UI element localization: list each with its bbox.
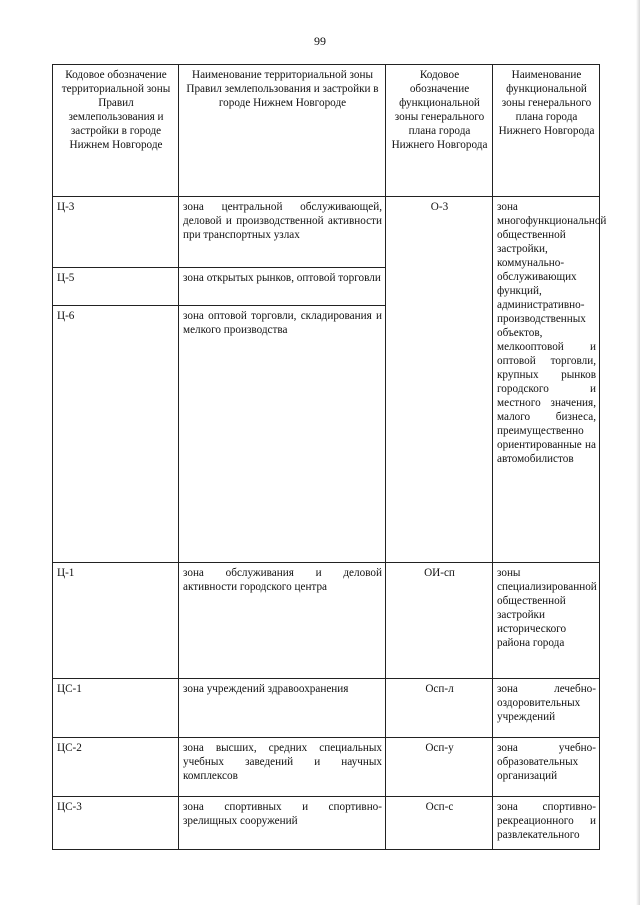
- header-territorial-name: Наименование территориальной зоны Правил землепользования и застройки в городе Нижнем Новгороде: [179, 65, 386, 197]
- functional-zone-name: зона лечебно-оздоровительных учреждений: [493, 679, 600, 738]
- zone-code: Ц-1: [53, 563, 179, 679]
- zone-code: ЦС-1: [53, 679, 179, 738]
- header-functional-code: Кодовое обозначение функциональной зоны генерального плана города Нижнего Новгорода: [386, 65, 493, 197]
- page-number: 99: [314, 34, 326, 48]
- functional-zone-name: зона многофункциональной общественной застройки, коммунально-обслуживающих функций, административно-производственных объектов, мелкооптовой и оптовой торговли, крупных рынков городского и местного значения, малого бизнеса, преимущественно ориентированные на автомобилистов: [493, 197, 600, 563]
- zone-name: зона спортивных и спортивно-зрелищных сооружений: [179, 797, 386, 850]
- zone-name: зона открытых рынков, оптовой торговли: [179, 268, 386, 306]
- table-row: [53, 738, 600, 797]
- scan-edge-shadow: [636, 0, 640, 905]
- zone-name: зона высших, средних специальных учебных заведений и научных комплексов: [179, 738, 386, 797]
- table-row: [53, 197, 600, 268]
- header-functional-name: Наименование функциональной зоны генерального плана города Нижнего Новгорода: [493, 65, 600, 197]
- zone-name: зона центральной обслуживающей, деловой и производственной активности при транспортных узлах: [179, 197, 386, 268]
- zone-code: Ц-3: [53, 197, 179, 268]
- functional-zone-code: Осп-л: [386, 679, 493, 738]
- zone-name: зона оптовой торговли, складирования и мелкого производства: [179, 306, 386, 563]
- table-row: [53, 797, 600, 850]
- zone-code: Ц-5: [53, 268, 179, 306]
- header-territorial-code: Кодовое обозначение территориальной зоны Правил землепользования и застройки в городе Нижнем Новгороде: [53, 65, 179, 197]
- functional-zone-name: зона спортивно-рекреационного и развлекательного: [493, 797, 600, 850]
- zone-name: зона обслуживания и деловой активности городского центра: [179, 563, 386, 679]
- zone-name: зона учреждений здравоохранения: [179, 679, 386, 738]
- functional-zone-code: О-3: [386, 197, 493, 563]
- zone-code: ЦС-3: [53, 797, 179, 850]
- functional-zone-code: Осп-с: [386, 797, 493, 850]
- table-row: [53, 679, 600, 738]
- functional-zone-name: зона учебно-образовательных организаций: [493, 738, 600, 797]
- zone-code: Ц-6: [53, 306, 179, 563]
- functional-zone-name: зоны специализированной общественной застройки исторического района города: [493, 563, 600, 679]
- table-row: [53, 563, 600, 679]
- functional-zone-code: ОИ-сп: [386, 563, 493, 679]
- zone-code: ЦС-2: [53, 738, 179, 797]
- table-header-row: [53, 65, 600, 197]
- zones-table: [52, 64, 607, 850]
- functional-zone-code: Осп-у: [386, 738, 493, 797]
